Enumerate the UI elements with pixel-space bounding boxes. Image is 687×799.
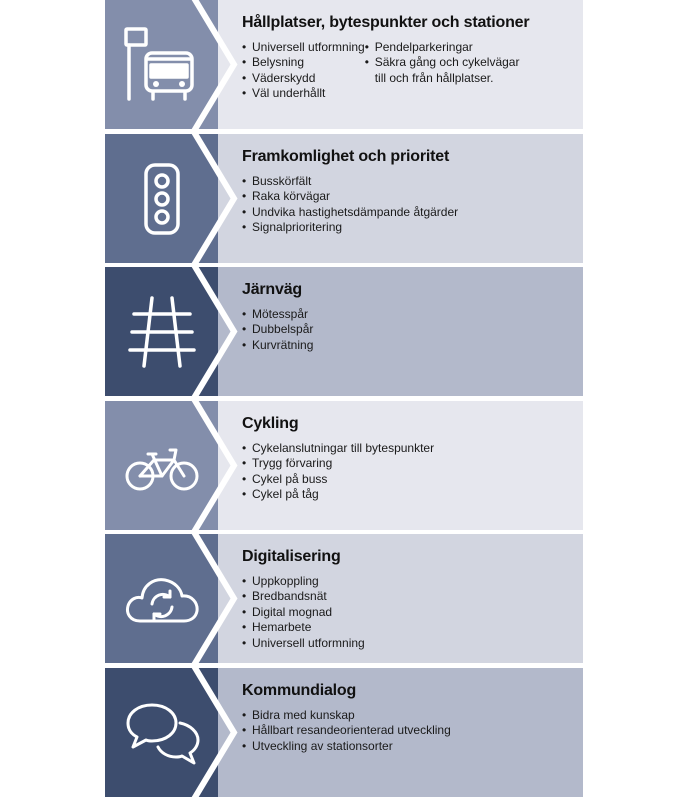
bullet-item: • Universell utformning	[242, 40, 365, 55]
bullet-item: • Undvika hastighetsdämpande åtgärder	[242, 205, 458, 220]
bullet-item: • Universell utformning	[242, 636, 365, 651]
bullet-item: • Uppkoppling	[242, 574, 365, 589]
row-title: Digitalisering	[242, 548, 341, 565]
bullet-list	[242, 40, 365, 102]
bullet-item: • Cykel på buss	[242, 472, 434, 487]
bullet-item: • Väl underhållt	[242, 86, 365, 101]
row-title: Kommundialog	[242, 682, 357, 699]
railway-track-icon	[122, 292, 202, 372]
bullet-item: • Raka körvägar	[242, 189, 458, 204]
row-jarnvag	[105, 267, 583, 396]
bullet-item: • Kurvrätning	[242, 338, 313, 353]
row-icon-panel	[105, 534, 218, 663]
bullet-item: • Säkra gång och cykelvägar till och från hållplatser.	[365, 55, 520, 86]
bullet-item: • Pendelparkeringar	[365, 40, 520, 55]
row-hallplatser	[105, 0, 583, 129]
bullet-item: • Dubbelspår	[242, 322, 313, 337]
bus-stop-icon	[122, 25, 202, 105]
row-framkomlighet	[105, 134, 583, 263]
bullet-item: • Digital mognad	[242, 605, 365, 620]
bullet-item: • Hållbart resandeorienterad utveckling	[242, 723, 451, 738]
bullet-item: • Trygg förvaring	[242, 456, 434, 471]
row-title: Hållplatser, bytespunkter och stationer	[242, 14, 530, 31]
row-icon-panel	[105, 0, 218, 129]
traffic-light-icon	[122, 159, 202, 239]
bullet-item: • Signalprioritering	[242, 220, 458, 235]
row-title: Cykling	[242, 415, 299, 432]
bullet-item: • Hemarbete	[242, 620, 365, 635]
bullet-item: • Mötesspår	[242, 307, 313, 322]
bullet-item: • Utveckling av stationsorter	[242, 739, 451, 754]
bullet-item: • Bredbandsnät	[242, 589, 365, 604]
row-icon-panel	[105, 668, 218, 797]
bullet-list	[242, 574, 365, 651]
bullet-item: • Cykel på tåg	[242, 487, 434, 502]
bullet-list	[242, 708, 451, 754]
row-digitalisering	[105, 534, 583, 663]
row-title: Järnväg	[242, 281, 302, 298]
bullet-item: • Bidra med kunskap	[242, 708, 451, 723]
cloud-sync-icon	[122, 559, 202, 639]
bullet-item: • Busskörfält	[242, 174, 458, 189]
row-cykling	[105, 401, 583, 530]
bullet-item: • Väderskydd	[242, 71, 365, 86]
bullet-item: • Cykelanslutningar till bytespunkter	[242, 441, 434, 456]
row-icon-panel	[105, 267, 218, 396]
bicycle-icon	[122, 426, 202, 506]
bullet-list	[242, 174, 458, 236]
row-kommundialog	[105, 668, 583, 797]
bullet-list	[242, 441, 434, 503]
row-icon-panel	[105, 401, 218, 530]
bullet-item: • Belysning	[242, 55, 365, 70]
bullet-list-secondary	[365, 40, 520, 102]
bullet-list	[242, 307, 313, 353]
row-title: Framkomlighet och prioritet	[242, 148, 450, 165]
speech-bubbles-icon	[122, 693, 202, 773]
row-icon-panel	[105, 134, 218, 263]
